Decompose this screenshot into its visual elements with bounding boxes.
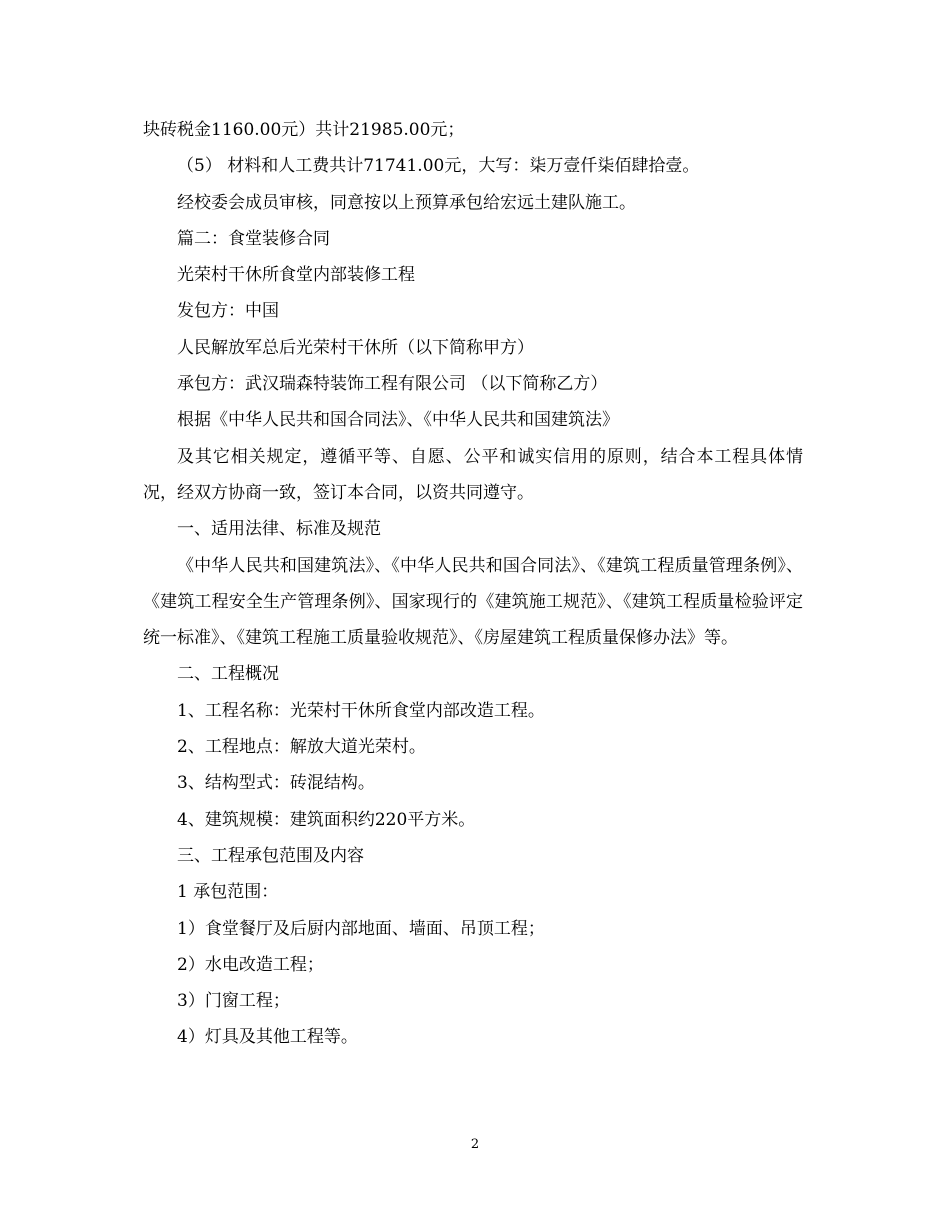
list-item: 4、建筑规模：建筑面积约220平方米。: [177, 809, 476, 830]
paragraph: 人民解放军总后光荣村干休所（以下简称甲方）: [177, 337, 534, 358]
list-item: 2、工程地点：解放大道光荣村。: [177, 737, 426, 758]
section-heading: 二、工程概况: [177, 664, 279, 685]
list-item: 1、工程名称：光荣村干休所食堂内部改造工程。: [177, 700, 545, 721]
list-item: 3、结构型式：砖混结构。: [177, 773, 375, 794]
section-heading: 一、适用法律、标准及规范: [177, 519, 381, 540]
paragraph: 承包方：武汉瑞森特装饰工程有限公司 （以下简称乙方）: [177, 374, 608, 395]
paragraph: 经校委会成员审核，同意按以上预算承包给宏远土建队施工。: [177, 192, 636, 213]
paragraph: 根据《中华人民共和国合同法》、《中华人民共和国建筑法》: [177, 410, 619, 431]
paragraph: （5） 材料和人工费共计71741.00元，大写：柒万壹仟柒佰肆拾壹。: [177, 156, 700, 177]
paragraph: 《中华人民共和国建筑法》、《中华人民共和国合同法》、《建筑工程质量管理条例》、《建筑工程安全生产管理条例》、国家现行的《建筑施工规范》、《建筑工程质量检验评定统一标准》、《建筑工程施工质量验收规范》、《房屋建筑工程质量保修办法》等。: [143, 555, 803, 649]
list-item: 4）灯具及其他工程等。: [177, 1027, 358, 1048]
document-body: [143, 112, 803, 1056]
list-item: 3）门窗工程；: [177, 991, 290, 1012]
document-title: 光荣村干休所食堂内部装修工程: [177, 265, 415, 286]
paragraph: 及其它相关规定，遵循平等、自愿、公平和诚实信用的原则，结合本工程具体情况，经双方协商一致，签订本合同，以资共同遵守。: [143, 446, 803, 503]
section-heading: 篇二：食堂装修合同: [177, 228, 330, 249]
list-item: 1 承包范围：: [177, 882, 279, 903]
list-item: 1）食堂餐厅及后厨内部地面、墙面、吊顶工程；: [177, 918, 545, 939]
list-item: 2）水电改造工程；: [177, 954, 324, 975]
paragraph: 块砖税金1160.00元）共计21985.00元；: [143, 120, 465, 140]
section-heading: 三、工程承包范围及内容: [177, 845, 364, 866]
paragraph: 发包方：中国: [177, 301, 279, 322]
page-number: 2: [470, 1137, 480, 1152]
